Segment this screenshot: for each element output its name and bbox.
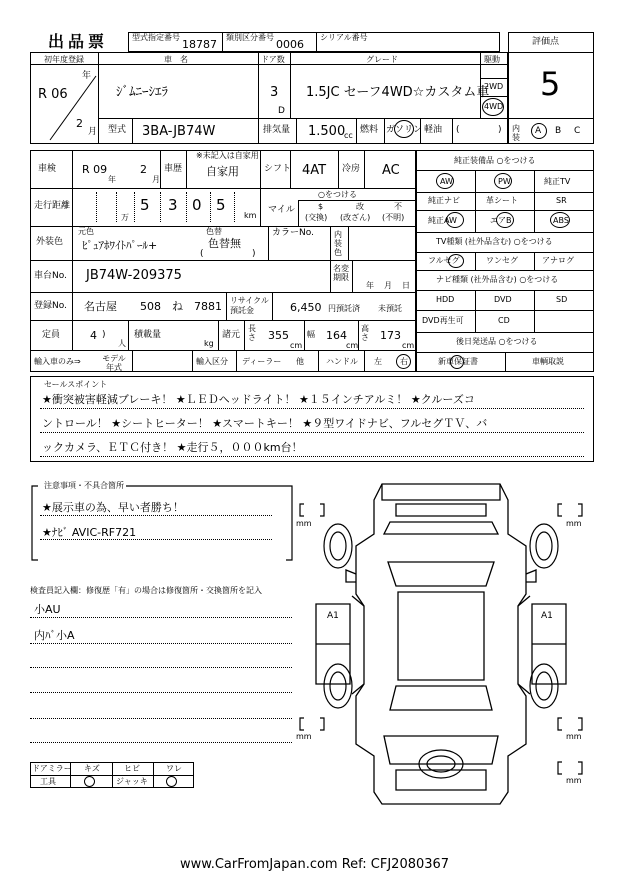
- legend-scratch: キズ: [84, 764, 100, 773]
- mile-label: マイル: [268, 205, 295, 215]
- model-label: 型式: [108, 125, 127, 135]
- inspector-line-2: 内ﾊﾞ小A: [34, 629, 75, 642]
- legend-tools-circle: [84, 776, 95, 787]
- equip-navi: 純正ナビ: [428, 196, 460, 205]
- color-change-paren-open: (: [200, 249, 204, 259]
- mm-rear-left: mm: [296, 732, 312, 741]
- damage-a1-right: A1: [541, 611, 553, 621]
- inspection-month-unit: 月: [152, 175, 160, 184]
- mileage-man-unit: 万: [121, 213, 129, 222]
- exchange-note: ○をつける: [318, 190, 357, 199]
- color-change-value: 色替無: [208, 237, 241, 250]
- length-unit: cm: [290, 341, 303, 350]
- ac-value: AC: [382, 163, 400, 178]
- fuel-gasoline: ガソリン: [386, 125, 423, 135]
- doors-value: 3: [270, 85, 279, 100]
- car-name-label: 車 名: [164, 55, 188, 64]
- equip-pw-circle: [494, 173, 512, 189]
- inspection-value: R 09: [82, 163, 108, 176]
- import-dealer: ディーラー: [242, 357, 282, 366]
- unknown-mark: 不: [394, 202, 402, 211]
- navi-dvd-play: DVD再生可: [422, 316, 464, 325]
- equip-aw: AW: [440, 177, 453, 186]
- tampered-mark: 改: [356, 202, 364, 211]
- equip-abs-circle: [550, 212, 570, 228]
- chassis-label: 車台No.: [34, 271, 67, 281]
- legend-broken: ワレ: [166, 764, 182, 773]
- registration-class: 508: [140, 300, 161, 313]
- equip-leather: 革シート: [486, 196, 518, 205]
- recycle-unit: 円預託済: [328, 304, 360, 313]
- registration-number: 7881: [194, 300, 222, 313]
- class-no-value: 0006: [276, 38, 304, 51]
- first-reg-month-unit: 月: [88, 127, 98, 137]
- use-note: ※未記入は自家用: [196, 151, 259, 160]
- navi-cd: CD: [498, 316, 510, 325]
- first-reg-slash: [30, 64, 98, 144]
- name-change-year: 年: [366, 281, 374, 290]
- interior-a: A: [535, 126, 542, 136]
- inspection-month: 2: [140, 163, 147, 176]
- sales-line-2: ントロール！ ★シートヒーター！ ★スマートキー！ ★９型ワイドナビ、フルセグＴＶ、バ: [42, 417, 488, 430]
- capacity-value: 4: [90, 329, 97, 342]
- inspection-label: 車検: [38, 164, 57, 174]
- tv-fullseg-circle: [448, 254, 464, 268]
- width-label: 幅: [307, 330, 315, 339]
- use-label: 車歴: [164, 164, 183, 174]
- equip-pw: PW: [498, 177, 511, 186]
- interior-c: C: [574, 126, 581, 136]
- height-unit: cm: [402, 341, 415, 350]
- first-reg-label: 初年度登録: [44, 55, 84, 64]
- import-class-label: 輸入区分: [196, 357, 228, 366]
- name-change-month: 月: [384, 281, 392, 290]
- tampered-label: (改ざん): [340, 213, 371, 222]
- serial-label: シリアル番号: [320, 33, 368, 42]
- displacement-value: 1.500: [308, 124, 346, 139]
- sheet-title: 出品票: [48, 32, 109, 51]
- import-label: 輸入車のみ⇒: [34, 357, 81, 366]
- capacity-label: 定員: [42, 330, 61, 340]
- height-value: 173: [380, 329, 401, 342]
- doors-d: D: [278, 106, 285, 116]
- car-name-value: ｼﾞﾑﾆｰｼｴﾗ: [116, 85, 168, 100]
- first-reg-year-unit: 年: [82, 71, 92, 81]
- mm-front-right: mm: [566, 519, 582, 528]
- fuel-gasoline-circle: [394, 120, 414, 138]
- interior-color-label: 内装色: [334, 230, 342, 257]
- mileage-digit-4: 5: [216, 196, 226, 214]
- equip-oem-aw: 純正AW: [428, 216, 457, 225]
- equip-airbag-circle: [496, 212, 514, 228]
- color-change-label: 色替: [206, 227, 222, 236]
- mileage-digit-2: 3: [168, 196, 178, 214]
- legend-jack: ジャッキ: [116, 777, 148, 786]
- mileage-digit-1: 5: [140, 196, 150, 214]
- chassis-value: JB74W-209375: [86, 268, 182, 283]
- navi-hdd: HDD: [436, 295, 455, 304]
- mileage-label: 走行距離: [34, 201, 71, 211]
- tv-oneseg: ワンセグ: [486, 256, 518, 265]
- fuel-paren-open: (: [456, 125, 460, 135]
- notes-label: 注意事項・不具合箇所: [44, 481, 124, 490]
- exterior-color-value: ﾋﾟｭｱﾎﾜｲﾄﾊﾟｰﾙ+: [82, 239, 158, 252]
- name-change-label: 名変期限: [333, 264, 349, 282]
- exterior-color-label: 外装色: [36, 237, 64, 247]
- navi-sd: SD: [556, 295, 568, 304]
- interior-a-circle: [531, 123, 547, 139]
- drive-4wd: 4WD: [484, 102, 504, 111]
- equipment-label: 純正装備品 ○をつける: [454, 156, 536, 165]
- capacity-paren: ): [102, 330, 106, 340]
- tv-fullseg: フルセグ: [428, 256, 460, 265]
- sales-label: セールスポイント: [44, 380, 108, 389]
- mileage-km-unit: km: [244, 211, 257, 220]
- displacement-label: 排気量: [263, 125, 291, 135]
- color-no-label: カラーNo.: [272, 228, 314, 238]
- dimensions-label: 諸元: [222, 330, 241, 340]
- notes-line-2: ★ﾅﾋﾞ AVIC-RF721: [42, 526, 137, 539]
- equip-oem-aw-circle: [446, 212, 464, 228]
- grade-value: 1.5JC セーフ4WD☆カスタム車: [306, 85, 490, 100]
- length-label: 長さ: [248, 324, 256, 342]
- model-value: 3BA-JB74W: [142, 124, 216, 139]
- mileage-digit-3: 0: [192, 196, 202, 214]
- notes-bracket: [30, 478, 298, 568]
- length-value: 355: [268, 329, 289, 342]
- width-unit: cm: [346, 341, 359, 350]
- first-reg-month: 2: [76, 117, 83, 130]
- docs-manual: 車輌取説: [532, 357, 564, 366]
- drive-2wd: 2WD: [484, 82, 504, 91]
- handle-label: ハンドル: [326, 357, 358, 366]
- docs-label: 後日発送品 ○をつける: [456, 337, 538, 346]
- tv-analog: アナログ: [542, 256, 574, 265]
- handle-right-circle: [396, 354, 411, 369]
- width-value: 164: [326, 329, 347, 342]
- equip-tv: 純正TV: [544, 177, 571, 186]
- fuel-paren-close: ): [498, 125, 502, 135]
- fuel-label: 燃料: [360, 125, 379, 135]
- car-diagram: [286, 474, 596, 814]
- legend-mirror: ドアミラー: [32, 764, 72, 773]
- name-change-day: 日: [402, 281, 410, 290]
- interior-b: B: [555, 126, 562, 136]
- legend-crack: ヒビ: [124, 764, 140, 773]
- inspector-line-1: 小AU: [34, 603, 61, 616]
- sales-line-1: ★衝突被害軽減ブレーキ！ ★ＬＥＤヘッドライト！ ★１５インチアルミ！ ★クルーズコ: [42, 393, 475, 406]
- tv-type-label: TV種類 (社外品含む) ○をつける: [436, 237, 553, 246]
- color-change-paren-close: ): [252, 249, 256, 259]
- ac-label: 冷房: [342, 164, 361, 174]
- equip-sr: SR: [556, 196, 567, 205]
- height-label: 高さ: [361, 324, 369, 342]
- type-cert-label: 型式指定番号: [132, 33, 180, 42]
- class-no-label: 類別区分番号: [226, 33, 274, 42]
- use-value: 自家用: [206, 165, 239, 178]
- type-cert-value: 18787: [182, 38, 217, 51]
- load-label: 積載量: [134, 330, 162, 340]
- docs-warranty-circle: [450, 355, 464, 369]
- fuel-diesel: 軽油: [424, 125, 443, 135]
- drive-4wd-circle: [482, 98, 504, 116]
- import-other: 他: [296, 357, 304, 366]
- model-year-label: モデル年式: [102, 354, 126, 372]
- score-label: 評価点: [532, 37, 560, 47]
- handle-left: 左: [374, 357, 382, 366]
- registration-city: 名古屋: [84, 300, 117, 313]
- handle-right: 右: [400, 357, 408, 366]
- inspector-label: 検査員記入欄：修復歴「有」の場合は修復箇所・交換箇所を記入: [30, 586, 262, 595]
- recycle-label: リサイクル預託金: [230, 296, 269, 315]
- mm-front-left: mm: [296, 519, 312, 528]
- mm-spare: mm: [566, 776, 582, 785]
- inspection-year-unit: 年: [108, 175, 116, 184]
- mm-rear-right: mm: [566, 732, 582, 741]
- grade-label: グレード: [366, 55, 398, 64]
- doors-label: ドア数: [261, 55, 285, 64]
- first-reg-era: R 06: [38, 87, 68, 102]
- load-unit: kg: [204, 339, 214, 348]
- legend-jack-circle: [166, 776, 177, 787]
- equip-aw-circle: [436, 173, 454, 189]
- recycle-value: 6,450: [290, 301, 322, 314]
- interior-label: 内装: [512, 124, 520, 142]
- shift-value: 4AT: [302, 163, 327, 178]
- shift-label: シフト: [264, 164, 292, 174]
- drive-label: 駆動: [484, 55, 500, 64]
- equip-abs: ABS: [553, 216, 569, 225]
- docs-warranty: 新車保証書: [438, 357, 478, 366]
- capacity-unit: 人: [118, 339, 126, 348]
- original-color-label: 元色: [78, 227, 94, 236]
- registration-kana: ね: [172, 300, 183, 313]
- unknown-label: (不明): [382, 213, 405, 222]
- navi-type-label: ナビ種類 (社外品含む) ○をつける: [436, 275, 559, 284]
- equip-airbag: エアB: [490, 216, 512, 225]
- footer-watermark: www.CarFromJapan.com Ref: CFJ2080367: [180, 857, 450, 872]
- damage-a1-left: A1: [327, 611, 339, 621]
- cc-unit: cc: [344, 131, 353, 140]
- exchange-label: (交換): [305, 213, 328, 222]
- sales-line-3: ックカメラ、ＥＴＣ付き！ ★走行５，０００km台！: [42, 441, 303, 454]
- registration-label: 登録No.: [34, 301, 67, 311]
- recycle-none: 未預託: [378, 304, 402, 313]
- navi-dvd: DVD: [494, 295, 512, 304]
- legend-tools: 工具: [40, 777, 56, 786]
- notes-line-1: ★展示車の為、早い者勝ち！: [42, 501, 184, 514]
- score-value: 5: [540, 65, 561, 103]
- exchange-dollar: $: [318, 202, 324, 211]
